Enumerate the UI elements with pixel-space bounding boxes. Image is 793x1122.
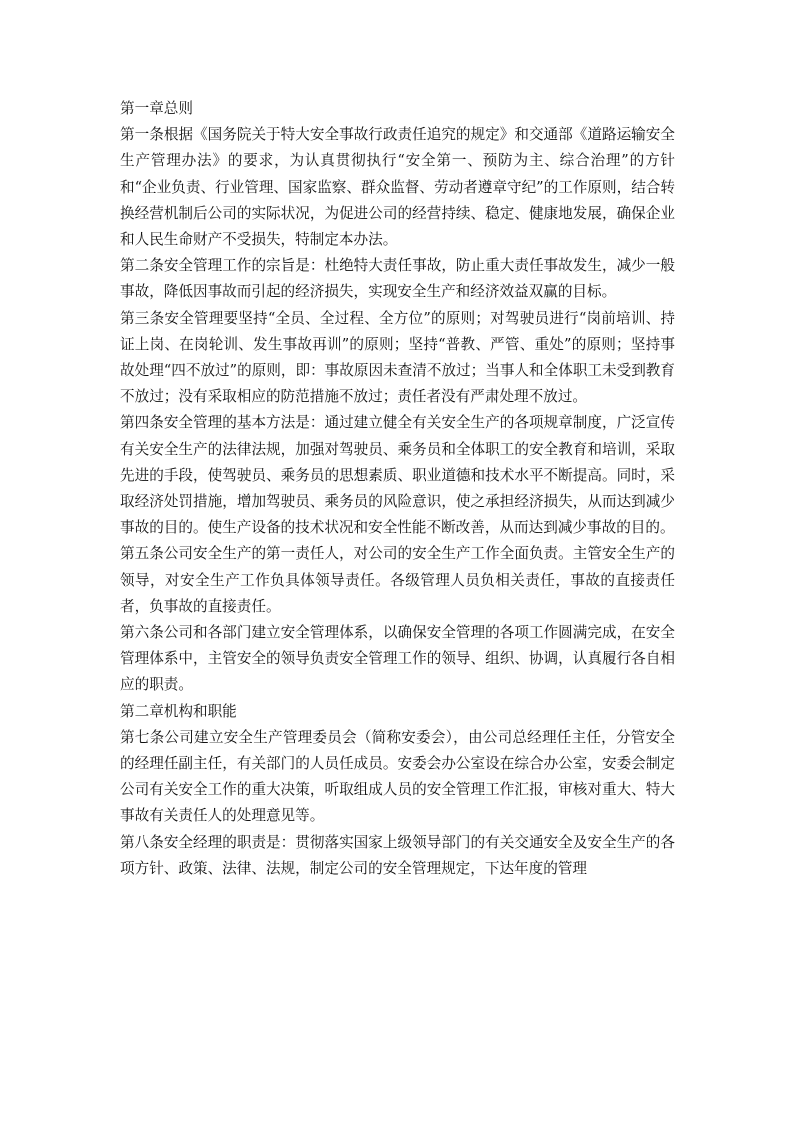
article-8: 第八条安全经理的职责是：贯彻落实国家上级领导部门的有关交通安全及安全生产的各项方针、政策、法律、法规，制定公司的安全管理规定，下达年度的管理 bbox=[120, 833, 675, 877]
document-page bbox=[120, 96, 675, 882]
article-2: 第二条安全管理工作的宗旨是：杜绝特大责任事故，防止重大责任事故发生，减少一般事故，降低因事故而引起的经济损失，实现安全生产和经济效益双赢的目标。 bbox=[120, 257, 675, 301]
article-1: 第一条根据《国务院关于特大安全事故行政责任追究的规定》和交通部《道路运输安全生产管理办法》的要求，为认真贯彻执行“安全第一、预防为主、综合治理”的方针和“企业负责、行业管理、国家监察、群众监督、劳动者遵章守纪”的工作原则，结合转换经营机制后公司的实际状况，为促进公司的经营持续、稳定、健康地发展，确保企业和人民生命财产不受损失，特制定本办法。 bbox=[120, 126, 675, 249]
article-3: 第三条安全管理要坚持“全员、全过程、全方位”的原则；对驾驶员进行“岗前培训、持证上岗、在岗轮训、发生事故再训”的原则；坚持“普教、严管、重处”的原则；坚持事故处理“四不放过”的原则，即：事故原因未查清不放过；当事人和全体职工未受到教育不放过；没有采取相应的防范措施不放过；责任者没有严肃处理不放过。 bbox=[120, 309, 675, 406]
article-4: 第四条安全管理的基本方法是：通过建立健全有关安全生产的各项规章制度，广泛宣传有关安全生产的法律法规，加强对驾驶员、乘务员和全体职工的安全教育和培训，采取先进的手段，使驾驶员、乘务员的思想素质、职业道德和技术水平不断提高。同时，采取经济处罚措施，增加驾驶员、乘务员的风险意识，使之承担经济损失，从而达到减少事故的目的。使生产设备的技术状况和安全性能不断改善，从而达到减少事故的目的。 bbox=[120, 414, 675, 537]
article-5: 第五条公司安全生产的第一责任人，对公司的安全生产工作全面负责。主管安全生产的领导，对安全生产工作负具体领导责任。各级管理人员负相关责任，事故的直接责任者，负事故的直接责任。 bbox=[120, 545, 675, 615]
chapter-heading-1: 第一章总则 bbox=[120, 100, 193, 117]
article-6: 第六条公司和各部门建立安全管理体系，以确保安全管理的各项工作圆满完成，在安全管理体系中，主管安全的领导负责安全管理工作的领导、组织、协调，认真履行各自相应的职责。 bbox=[120, 624, 675, 694]
article-7: 第七条公司建立安全生产管理委员会（简称安委会），由公司总经理任主任，分管安全的经理任副主任，有关部门的人员任成员。安委会办公室设在综合办公室，安委会制定公司有关安全工作的重大决策，听取组成人员的安全管理工作汇报，审核对重大、特大事故有关责任人的处理意见等。 bbox=[120, 728, 675, 825]
chapter-heading-2: 第二章机构和职能 bbox=[120, 702, 237, 720]
